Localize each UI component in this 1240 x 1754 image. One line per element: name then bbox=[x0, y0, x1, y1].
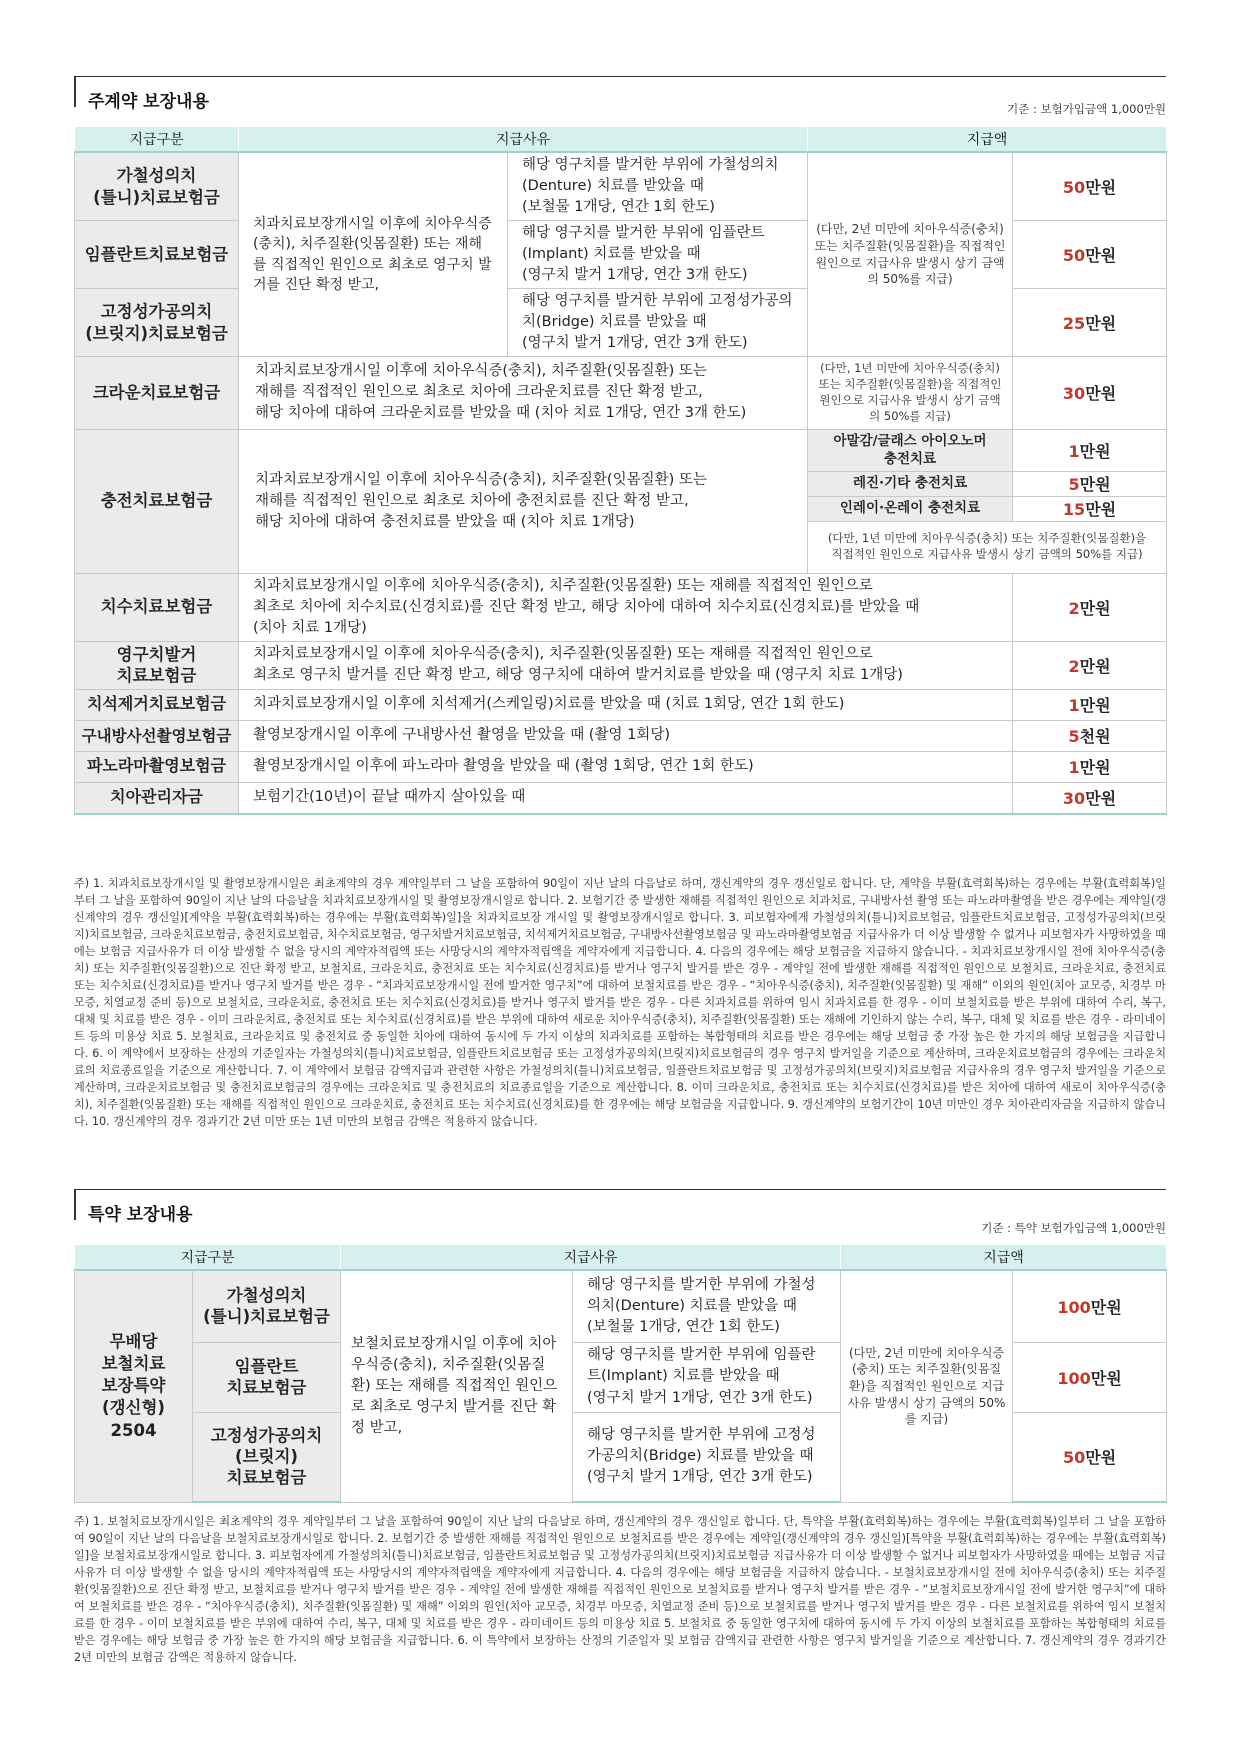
rider-amount-denture: 100만원 bbox=[1013, 1270, 1167, 1342]
header-category: 지급구분 bbox=[75, 127, 239, 152]
category-crown: 크라운치료보험금 bbox=[75, 357, 239, 429]
rider-basis-note: 기준 : 특약 보험가입금액 1,000만원 bbox=[981, 1221, 1166, 1235]
amount-pulp: 2만원 bbox=[1013, 573, 1167, 641]
section-accent-bar bbox=[74, 77, 76, 107]
table-row bbox=[75, 751, 1167, 782]
category-intraoral-xray: 구내방사선촬영보험금 bbox=[75, 720, 239, 751]
reason-dental-care-fund: 보험기간(10년)이 끝날 때까지 살아있을 때 bbox=[239, 782, 1013, 814]
category-pulp: 치수치료보험금 bbox=[75, 573, 239, 641]
amount-panorama: 1만원 bbox=[1013, 751, 1167, 782]
category-dental-care-fund: 치아관리자금 bbox=[75, 782, 239, 814]
rider-amount-bridge: 50만원 bbox=[1013, 1412, 1167, 1502]
amount-intraoral-xray: 5천원 bbox=[1013, 720, 1167, 751]
main-coverage-table bbox=[74, 127, 1167, 815]
prosthetic-common-reason: 치과치료보장개시일 이후에 치아우식증(충치), 치주질환(잇몸질환) 또는 재해를 직접적인 원인으로 최초로 영구치 발거를 진단 확정 받고, bbox=[239, 152, 508, 357]
rider-section-header bbox=[74, 1189, 1166, 1225]
table-row bbox=[75, 689, 1167, 720]
table-row bbox=[75, 720, 1167, 751]
main-footnotes: 주) 1. 치과치료보장개시일 및 촬영보장개시일은 최초계약의 경우 계약일부터 그 날을 포함하여 90일이 지난 날의 다음날로 하며, 갱신계약의 경우 갱신일로 합니다. 단, 계약을 부활(효력회복)하는 경우에는 부활(효력회복)일부터 그 날을 포함하여 90일이 지난 날의 다음날을 치과치료보장개시일 및 촬영보장개시일로 합니다. 2. 보험기간 중 발생한 재해를 직접적인 원인으로 치과치료, 구내방사선 촬영 또는 파노라마촬영을 받은 경우에는 계약일(갱신계약의 경우 갱신일)[계약을 부활(효력회복)하는 경우에는 부활(효력회복)일]을 치과치료보장 개시일 및 촬영보장개시일로 합니다. 3. 피보험자에게 가철성의치(틀니)치료보험금, 임플란트치료보험금, 고정성가공의치(브릿지)치료보험금, 크라운치료보험금, 충전치료보험금, 치수치료보험금, 영구치발거치료보험금, 치석제거치료보험금, 구내방사선촬영보험금 및 파노라마촬영보험금 지급사유가 더 이상 발생할 수 없거나 피보험자가 사망하였을 때에는 보험금 지급사유가 더 이상 발생할 수 없을 당시의 계약자적립액 또는 사망당시의 계약자적립액을 계약자에게 지급합니다. 4. 다음의 경우에는 해당 보험금을 지급하지 않습니다. - 치과치료보장개시일 전에 치아우식증(충치) 또는 치주질환(잇몸질환)으로 진단 확정 받고, 보철치료, 크라운치료, 충전치료 또는 치수치료(신경치료)를 받거나 영구치 발거를 받은 경우 - 계약일 전에 발생한 재해를 직접적인 원인으로 보철치료, 크라운치료, 충전치료 또는 치수치료(신경치료)를 받거나 영구치 발거를 받은 경우 - “치과치료보장개시일 전에 발거한 영구치”에 대하여 보철치료를 받은 경우 - “치아우식증(충치), 치주질환(잇몸질환) 및 재해” 이외의 원인(치아 교모증, 치경부 마모증, 치열교정 준비 등)으로 보철치료, 크라운치료, 충전치료 또는 치수치료(신경치료)를 받거나 영구치 발거를 받은 경우 - 다른 치과치료를 위하여 임시 치과치료를 한 경우 - 이미 보철치료를 받은 부위에 대하여 수리, 복구, 대체 및 치료를 받은 경우 - 이미 크라운치료, 충전치료 또는 치수치료(신경치료)를 받은 부위에 대하여 새로운 치아우식증(충치), 치주질환(잇몸질환) 또는 재해에 기인하지 않는 수리, 복구, 대체 및 치료를 받은 경우 - 라미네이트 등의 미용상 치료 5. 보철치료, 크라운치료 및 충전치료 중 동일한 치아에 대하여 동시에 두 가지 이상의 치과치료를 포함하는 복합형태의 치료를 받은 경우에는 해당 보험금 중 가장 높은 한 가지의 해당 보험금을 지급합니다. 6. 이 계약에서 보장하는 산정의 기준일자는 가철성의치(틀니)치료보험금, 임플란트치료보험금 또는 고정성가공의치(브릿지)치료보험금의 경우 영구치 발거일을 기준으로 계산하며, 크라운치료보험금의 경우에는 크라운치료의 치료종료일을 기준으로 계산합니다. 7. 이 계약에서 보험금 감액지급과 관련한 사항은 가철성의치(틀니)치료보험금, 임플란트치료보험금 및 고정성가공의치(브릿지)치료보험금 지급사유의 경우 영구치 발거일을 기준으로 계산하며, 크라운치료보험금 및 충전치료보험금의 경우에는 크라운치료 및 충전치료의 치료종료일을 기준으로 계산합니다. 8. 이미 크라운치료, 충전치료 또는 치수치료(신경치료)를 받은 치아에 대하여 새로이 치아우식증(충치), 치주질환(잇몸질환) 또는 재해를 직접적인 원인으로 크라운치료, 충전치료 또는 치수치료(신경치료)를 한 경우에는 해당 보험금을 지급합니다. 9. 갱신계약의 보험기간이 10년 미만인 경우 치아관리자금을 지급하지 않습니다. 10. 갱신계약의 경우 경과기간 2년 미만 또는 1년 미만의 보험금 감액은 적용하지 않습니다. bbox=[74, 877, 1166, 1129]
rider-category-bridge: 고정성가공의치 (브릿지) 치료보험금 bbox=[193, 1412, 341, 1502]
rider-reason-denture: 해당 영구치를 발거한 부위에 가철성의치(Denture) 치료를 받았을 때 (보철물 1개당, 연간 1회 한도) bbox=[573, 1270, 841, 1342]
reason-bridge: 해당 영구치를 발거한 부위에 고정성가공의치(Bridge) 치료를 받았을 때 (영구치 발거 1개당, 연간 3개 한도) bbox=[508, 289, 808, 357]
amount-extraction: 2만원 bbox=[1013, 641, 1167, 689]
filling-sub-inlay: 인레이·온레이 충전치료 bbox=[808, 496, 1013, 521]
reason-implant: 해당 영구치를 발거한 부위에 임플란트(Implant) 치료를 받았을 때 (영구치 발거 1개당, 연간 3개 한도) bbox=[508, 221, 808, 289]
rider-category-implant: 임플란트 치료보험금 bbox=[193, 1342, 341, 1412]
category-bridge: 고정성가공의치 (브릿지)치료보험금 bbox=[75, 289, 239, 357]
amount-dental-care-fund: 30만원 bbox=[1013, 782, 1167, 814]
reason-filling: 치과치료보장개시일 이후에 치아우식증(충치), 치주질환(잇몸질환) 또는 재해를 직접적인 원인으로 최초로 치아에 충전치료를 진단 확정 받고, 해당 치아에 대하여 충전치료를 받았을 때 (치아 치료 1개당) bbox=[239, 429, 808, 573]
rider-amount-implant: 100만원 bbox=[1013, 1342, 1167, 1412]
category-scaling: 치석제거치료보험금 bbox=[75, 689, 239, 720]
header-reason: 지급사유 bbox=[239, 127, 808, 152]
table-row bbox=[75, 1270, 1167, 1342]
amount-crown: 30만원 bbox=[1013, 357, 1167, 429]
amount-filling-inlay: 15만원 bbox=[1013, 496, 1167, 521]
amount-scaling: 1만원 bbox=[1013, 689, 1167, 720]
amount-filling-amalgam: 1만원 bbox=[1013, 429, 1167, 471]
header-amount: 지급액 bbox=[841, 1245, 1167, 1270]
filling-sub-amalgam: 아말감/글래스 아이오노머 충전치료 bbox=[808, 429, 1013, 471]
rider-table-header-row bbox=[75, 1245, 1167, 1270]
header-category: 지급구분 bbox=[75, 1245, 341, 1270]
amount-denture: 50만원 bbox=[1013, 152, 1167, 221]
table-row bbox=[75, 782, 1167, 814]
table-row bbox=[75, 152, 1167, 221]
category-panorama: 파노라마촬영보험금 bbox=[75, 751, 239, 782]
reason-extraction: 치과치료보장개시일 이후에 치아우식증(충치), 치주질환(잇몸질환) 또는 재해를 직접적인 원인으로 최초로 영구치 발거를 진단 확정 받고, 해당 영구치에 대하여 발거치료를 받았을 때 (영구치 치료 1개당) bbox=[239, 641, 1013, 689]
rider-category-denture: 가철성의치 (틀니)치료보험금 bbox=[193, 1270, 341, 1342]
header-reason: 지급사유 bbox=[341, 1245, 841, 1270]
table-row bbox=[75, 429, 1167, 471]
header-amount: 지급액 bbox=[808, 127, 1167, 152]
section-accent-bar bbox=[74, 1190, 76, 1220]
amount-implant: 50만원 bbox=[1013, 221, 1167, 289]
rider-common-reason: 보철치료보장개시일 이후에 치아우식증(충치), 치주질환(잇몸질환) 또는 재해를 직접적인 원인으로 최초로 영구치 발거를 진단 확정 받고, bbox=[341, 1270, 573, 1502]
filling-reduction-note: (다만, 1년 미만에 치아우식증(충치) 또는 치주질환(잇몸질환)을 직접적인 원인으로 지급사유 발생시 상기 금액의 50%를 지급) bbox=[808, 521, 1167, 573]
reason-crown: 치과치료보장개시일 이후에 치아우식증(충치), 치주질환(잇몸질환) 또는 재해를 직접적인 원인으로 최초로 치아에 크라운치료를 진단 확정 받고, 해당 치아에 대하여 크라운치료를 받았을 때 (치아 치료 1개당, 연간 3개 한도) bbox=[239, 357, 808, 429]
rider-section-title: 특약 보장내용 bbox=[88, 1205, 193, 1225]
table-row bbox=[75, 357, 1167, 429]
category-extraction: 영구치발거 치료보험금 bbox=[75, 641, 239, 689]
reason-intraoral-xray: 촬영보장개시일 이후에 구내방사선 촬영을 받았을 때 (촬영 1회당) bbox=[239, 720, 1013, 751]
reason-panorama: 촬영보장개시일 이후에 파노라마 촬영을 받았을 때 (촬영 1회당, 연간 1회 한도) bbox=[239, 751, 1013, 782]
rider-reason-implant: 해당 영구치를 발거한 부위에 임플란트(Implant) 치료를 받았을 때 (영구치 발거 1개당, 연간 3개 한도) bbox=[573, 1342, 841, 1412]
rider-reduction-note: (다만, 2년 미만에 치아우식증(충치) 또는 치주질환(잇몸질환)을 직접적인 원인으로 지급사유 발생시 상기 금액의 50%를 지급) bbox=[841, 1270, 1013, 1502]
main-section-title: 주계약 보장내용 bbox=[88, 92, 209, 112]
table-row bbox=[75, 573, 1167, 641]
rider-coverage-table bbox=[74, 1245, 1167, 1503]
main-basis-note: 기준 : 보험가입금액 1,000만원 bbox=[1007, 102, 1166, 116]
rider-name: 무배당 보철치료 보장특약 (갱신형) 2504 bbox=[75, 1270, 193, 1502]
amount-filling-resin: 5만원 bbox=[1013, 471, 1167, 496]
crown-reduction-note: (다만, 1년 미만에 치아우식증(충치) 또는 치주질환(잇몸질환)을 직접적인 원인으로 지급사유 발생시 상기 금액의 50%를 지급) bbox=[808, 357, 1013, 429]
reason-scaling: 치과치료보장개시일 이후에 치석제거(스케일링)치료를 받았을 때 (치료 1회당, 연간 1회 한도) bbox=[239, 689, 1013, 720]
rider-reason-bridge: 해당 영구치를 발거한 부위에 고정성가공의치(Bridge) 치료를 받았을 때 (영구치 발거 1개당, 연간 3개 한도) bbox=[573, 1412, 841, 1502]
main-table-header-row bbox=[75, 127, 1167, 152]
reason-pulp: 치과치료보장개시일 이후에 치아우식증(충치), 치주질환(잇몸질환) 또는 재해를 직접적인 원인으로 최초로 치아에 치수치료(신경치료)를 진단 확정 받고, 해당 치아에 대하여 치수치료(신경치료)를 받았을 때 (치아 치료 1개당) bbox=[239, 573, 1013, 641]
category-implant: 임플란트치료보험금 bbox=[75, 221, 239, 289]
rider-footnotes: 주) 1. 보철치료보장개시일은 최초계약의 경우 계약일부터 그 날을 포함하여 90일이 지난 날의 다음날로 하며, 갱신계약의 경우 갱신일로 합니다. 단, 특약을 부활(효력회복)하는 경우에는 부활(효력회복)일부터 그 날을 포함하여 90일이 지난 날의 다음날을 보철치료보장개시일로 합니다. 2. 보험기간 중 발생한 재해를 직접적인 원인으로 보철치료를 받은 경우에는 계약일(갱신계약의 경우 갱신일)[특약을 부활(효력회복)하는 경우에는 부활(효력회복)일]을 보철치료보장개시일로 합니다. 3. 피보험자에게 가철성의치(틀니)치료보험금, 임플란트치료보험금 및 고정성가공의치(브릿지)치료보험금 지급사유가 더 이상 발생할 수 없거나 피보험자가 사망하였을 때에는 보험금 지급사유가 더 이상 발생할 수 없을 당시의 계약자적립액 또는 사망당시의 계약자적립액을 계약자에게 지급합니다. 4. 다음의 경우에는 해당 보험금을 지급하지 않습니다. - 보철치료보장개시일 전에 치아우식증(충치) 또는 치주질환(잇몸질환)으로 진단 확정 받고, 보철치료를 받거나 영구치 발거를 받은 경우 - 계약일 전에 발생한 재해를 직접적인 원인으로 보철치료를 받거나 영구치 발거를 받은 경우 - “보철치료보장개시일 전에 발거한 영구치”에 대하여 보철치료를 받은 경우 - “치아우식증(충치), 치주질환(잇몸질환) 및 재해” 이외의 원인(치아 교모증, 치경부 마모증, 치열교정 준비 등)으로 보철치료를 받거나 영구치 발거를 받은 경우 - 다른 보철치료를 위하여 임시 보철치료를 한 경우 - 이미 보철치료를 받은 부위에 대하여 수리, 복구, 대체 및 치료를 받은 경우 - 라미네이트 등의 미용상 치료 5. 보철치료 중 동일한 영구치에 대하여 동시에 두 가지 이상의 보철치료를 포함하는 복합형태의 치료를 받은 경우에는 해당 보험금 중 가장 높은 한 가지의 해당 보험금을 지급합니다. 6. 이 특약에서 보장하는 산정의 기준일자 및 보험금 감액지급 관련한 사항은 영구치 발거일을 기준으로 계산합니다. 7. 갱신계약의 경우 경과기간 2년 미만의 보험금 감액은 적용하지 않습니다. bbox=[74, 1515, 1166, 1665]
filling-sub-resin: 레진·기타 충전치료 bbox=[808, 471, 1013, 496]
reason-denture: 해당 영구치를 발거한 부위에 가철성의치(Denture) 치료를 받았을 때 (보철물 1개당, 연간 1회 한도) bbox=[508, 152, 808, 221]
category-filling: 충전치료보험금 bbox=[75, 429, 239, 573]
category-denture: 가철성의치 (틀니)치료보험금 bbox=[75, 152, 239, 221]
table-row bbox=[75, 641, 1167, 689]
prosthetic-reduction-note: (다만, 2년 미만에 치아우식증(충치) 또는 치주질환(잇몸질환)을 직접적인 원인으로 지급사유 발생시 상기 금액의 50%를 지급) bbox=[808, 152, 1013, 357]
amount-bridge: 25만원 bbox=[1013, 289, 1167, 357]
